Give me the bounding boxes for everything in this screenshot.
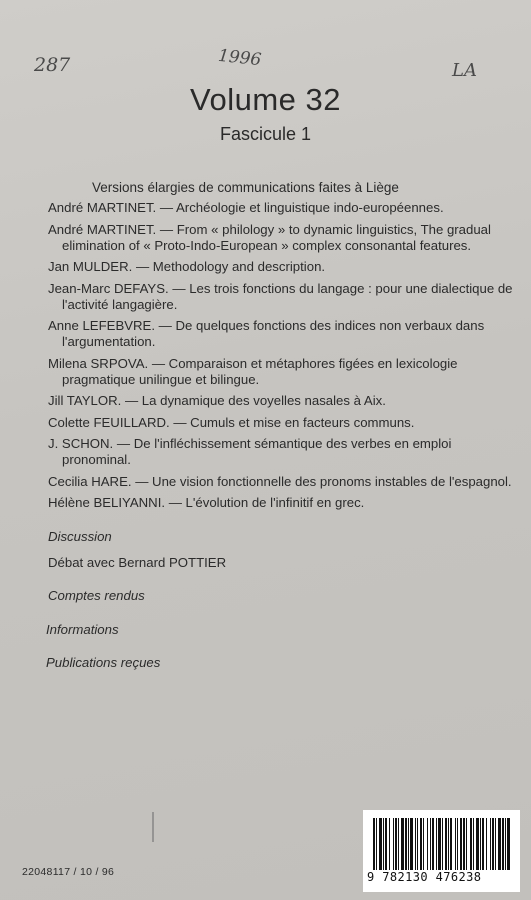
barcode-bar — [423, 818, 424, 870]
volume-title: Volume 32 — [190, 82, 341, 117]
barcode-bar — [490, 818, 491, 870]
barcode-bar — [432, 818, 434, 870]
barcode-bar — [448, 818, 449, 870]
barcode-bars — [373, 818, 511, 872]
section-comptes-rendus: Comptes rendus — [48, 588, 145, 603]
barcode-bar — [486, 818, 487, 870]
barcode-bar — [507, 818, 510, 870]
barcode-bar — [401, 818, 404, 870]
section-discussion: Discussion — [48, 529, 112, 544]
barcode-bar — [376, 818, 377, 870]
table-of-contents — [48, 200, 513, 517]
section-debat: Débat avec Bernard POTTIER — [48, 555, 227, 570]
barcode-bar — [410, 818, 413, 870]
barcode-bar — [379, 818, 382, 870]
toc-entry: Anne LEFEBVRE. — De quelques fonctions des indices non verbaux dans l'argumentation. — [48, 318, 485, 349]
barcode-bar — [473, 818, 474, 870]
barcode-bar — [476, 818, 479, 870]
toc-entry: Cecilia HARE. — Une vision fonctionnelle des pronoms instables de l'espagnol. — [48, 473, 512, 489]
barcode-bar — [398, 818, 399, 870]
barcode-bar — [463, 818, 465, 870]
barcode-bar — [502, 818, 504, 870]
barcode-bar — [408, 818, 409, 870]
barcode-bar — [373, 818, 375, 870]
toc-entry: Jean-Marc DEFAYS. — Les trois fonctions du langage : pour une dialectique de l'activité langagière. — [48, 280, 513, 312]
toc-entry: Colette FEUILLARD. — Cumuls et mise en facteurs communs. — [48, 414, 415, 430]
barcode-bar — [457, 818, 458, 870]
contents-heading: Versions élargies de communications faites à Liège — [92, 180, 399, 195]
pencil-mark — [152, 812, 154, 842]
toc-entry: Jill TAYLOR. — La dynamique des voyelles nasales à Aix. — [48, 393, 386, 408]
barcode-bar — [405, 818, 407, 870]
section-publications: Publications reçues — [46, 655, 161, 670]
barcode-bar — [420, 818, 422, 870]
barcode-bar — [415, 818, 416, 870]
barcode-bar — [442, 818, 443, 870]
barcode-bar — [470, 818, 472, 870]
barcode-bar — [395, 818, 397, 870]
handwritten-number: 287 — [34, 54, 71, 76]
barcode-bar — [495, 818, 496, 870]
toc-entry: J. SCHON. — De l'infléchissement sémantique des verbes en emploi pronominal. — [48, 436, 452, 467]
handwritten-year: 1996 — [217, 45, 263, 71]
barcode-bar — [492, 818, 494, 870]
barcode-bar — [480, 818, 481, 870]
barcode-bar — [393, 818, 394, 870]
print-code: 22048117 / 10 / 96 — [22, 866, 115, 878]
barcode-bar — [450, 818, 452, 870]
barcode-bar — [445, 818, 447, 870]
barcode-bar — [430, 818, 431, 870]
barcode-bar — [436, 818, 437, 870]
barcode-bar — [427, 818, 428, 870]
toc-entry: Hélène BELIYANNI. — L'évolution de l'infinitif en grec. — [48, 495, 365, 510]
barcode-bar — [383, 818, 384, 870]
barcode-bar — [460, 818, 462, 870]
barcode — [363, 810, 520, 892]
barcode-bar — [498, 818, 501, 870]
barcode-bar — [389, 818, 390, 870]
barcode-bar — [438, 818, 441, 870]
toc-entry: André MARTINET. — From « philology » to dynamic linguistics, The gradual elimination of « Proto-Indo-European » complex consonantal features. — [48, 221, 491, 253]
section-informations: Informations — [46, 622, 119, 637]
barcode-bar — [466, 818, 467, 870]
isbn-number: 9 782130 476238 — [367, 870, 482, 884]
barcode-bar — [505, 818, 506, 870]
handwritten-initials: LA — [452, 60, 477, 81]
barcode-bar — [385, 818, 387, 870]
toc-entry: André MARTINET. — Archéologie et linguistique indo-européennes. — [48, 200, 444, 215]
toc-entry: Jan MULDER. — Methodology and description. — [48, 259, 326, 274]
barcode-bar — [455, 818, 456, 870]
barcode-bar — [417, 818, 418, 870]
fascicule-subtitle: Fascicule 1 — [219, 124, 312, 144]
toc-entry: Milena SRPOVA. — Comparaison et métaphores figées en lexicologie pragmatique unilingue et bilingue. — [48, 355, 458, 387]
barcode-bar — [482, 818, 484, 870]
